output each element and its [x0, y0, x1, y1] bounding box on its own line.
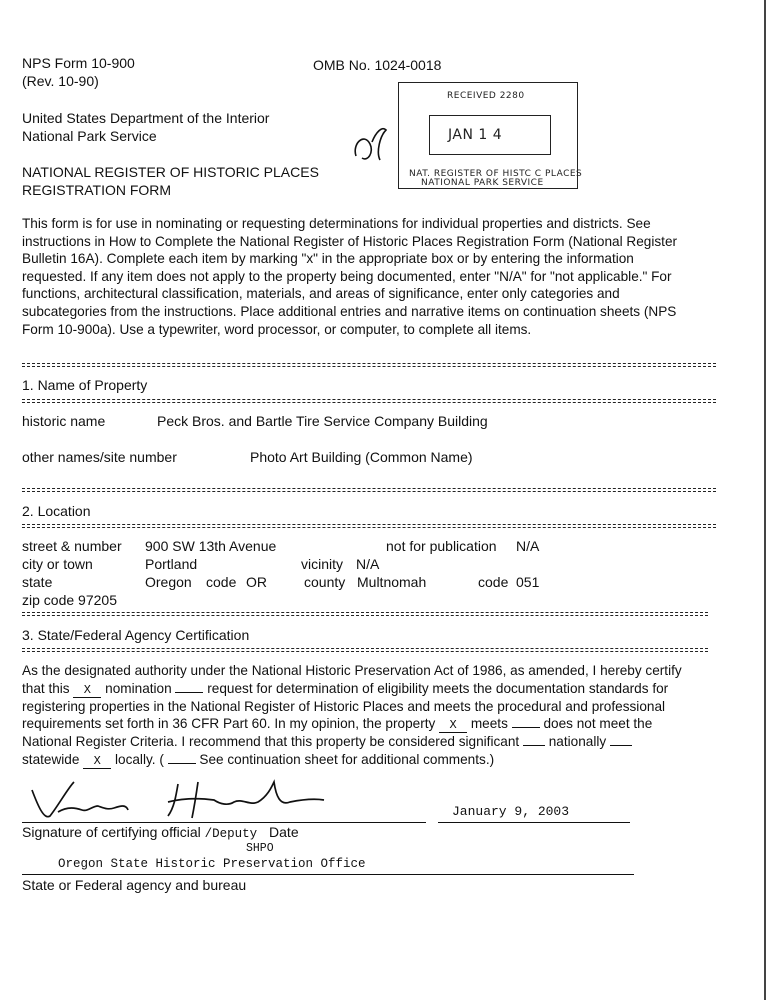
certification-paragraph	[22, 662, 742, 769]
zip-label: zip code	[22, 592, 75, 608]
instructions-line: subcategories from the instructions. Place additional entries and narrative items on continuation sheets (NPS	[22, 303, 677, 319]
instructions-paragraph	[22, 215, 742, 338]
county-code-label: code	[478, 574, 509, 590]
county-value: Multnomah	[357, 574, 427, 590]
omb-number: OMB No. 1024-0018	[313, 57, 442, 73]
nomination-checkbox[interactable]: X	[73, 684, 101, 698]
vicinity-value: N/A	[356, 556, 380, 572]
section-rule	[22, 524, 716, 528]
cert-text: that this	[22, 680, 70, 696]
section-rule	[22, 488, 716, 492]
cert-text: requirements set forth in 36 CFR Part 60. In my opinion, the property	[22, 716, 436, 732]
not-for-publication-value: N/A	[516, 538, 540, 554]
handwritten-initials	[350, 122, 392, 166]
cert-text: nationally	[548, 734, 607, 750]
county-label: county	[304, 574, 346, 590]
agency-label: State or Federal agency and bureau	[22, 877, 247, 893]
city-label: city or town	[22, 556, 93, 572]
form-number: NPS Form 10-900	[22, 55, 135, 71]
other-names-label: other names/site number	[22, 449, 177, 465]
stamp-received: RECEIVED 2280	[447, 91, 525, 101]
cert-line: registering properties in the National Register of Historic Places and meets the procedural and professional	[22, 698, 666, 714]
signature-label-line	[22, 824, 299, 841]
stamp-registry-line1: NAT. REGISTER OF HISTC C PLACES	[409, 169, 583, 179]
date-line	[438, 822, 630, 823]
state-value: Oregon	[145, 574, 192, 590]
cert-line	[22, 733, 742, 751]
cert-text: request for determination of eligibility meets the documentation standards for	[207, 680, 669, 696]
meets-checkbox[interactable]: X	[439, 719, 467, 733]
state-code-value: OR	[246, 574, 267, 590]
city-value: Portland	[145, 556, 198, 572]
cert-line: As the designated authority under the National Historic Preservation Act of 1986, as amended, I hereby certify	[22, 663, 682, 678]
instructions-line: Bulletin 16A). Complete each item by marking "x" in the appropriate box or by entering the information	[22, 251, 634, 267]
department: United States Department of the Interior	[22, 110, 270, 126]
vicinity-label: vicinity	[301, 556, 344, 572]
date-label: Date	[269, 824, 299, 840]
form-revision: (Rev. 10-90)	[22, 73, 99, 89]
cert-line	[22, 715, 742, 733]
section1-heading: 1. Name of Property	[22, 377, 148, 393]
cert-text: does not meet the	[543, 716, 653, 732]
form-title-line1: NATIONAL REGISTER OF HISTORIC PLACES	[22, 164, 319, 180]
county-code-value: 051	[516, 574, 540, 590]
not-for-publication-label: not for publication	[386, 538, 497, 554]
shpo-text: SHPO	[246, 842, 274, 855]
section-rule	[22, 612, 708, 616]
request-checkbox[interactable]	[175, 692, 203, 693]
nationally-checkbox[interactable]	[523, 745, 545, 746]
section2-heading: 2. Location	[22, 503, 91, 519]
agency-line	[22, 874, 634, 875]
stamp-registry-line2: NATIONAL PARK SERVICE	[421, 178, 544, 188]
cert-text: See continuation sheet for additional comments.)	[199, 751, 495, 767]
stamp-date: JAN 1 4	[448, 127, 503, 143]
section-rule	[22, 399, 716, 403]
street-label: street & number	[22, 538, 122, 554]
zip-line	[22, 592, 117, 608]
cert-text: nomination	[105, 680, 172, 696]
instructions-line: This form is for use in nominating or requesting determinations for individual properties and districts. See	[22, 216, 651, 231]
section-rule	[22, 363, 716, 367]
state-code-label: code	[206, 574, 237, 590]
cert-text: locally. (	[115, 751, 164, 767]
cert-text: National Register Criteria. I recommend that this property be considered significant	[22, 734, 520, 750]
other-names-value: Photo Art Building (Common Name)	[250, 449, 473, 465]
cert-line	[22, 680, 742, 698]
service: National Park Service	[22, 128, 157, 144]
form-title-line2: REGISTRATION FORM	[22, 182, 172, 198]
does-not-meet-checkbox[interactable]	[512, 727, 540, 728]
instructions-line: requested. If any item does not apply to the property being documented, enter "N/A" for "not applicable." For	[22, 268, 672, 284]
zip-value: 97205	[78, 592, 117, 608]
state-label: state	[22, 574, 53, 590]
statewide-checkbox[interactable]	[610, 745, 632, 746]
handwritten-signature	[28, 776, 328, 824]
agency-name: Oregon State Historic Preservation Office	[58, 857, 366, 871]
cert-text: meets	[470, 716, 508, 732]
received-stamp	[398, 82, 583, 189]
street-value: 900 SW 13th Avenue	[145, 538, 277, 554]
stamp-date-box	[429, 115, 551, 155]
signature-title: /Deputy	[204, 827, 258, 841]
cert-text: statewide	[22, 751, 80, 767]
signature-label: Signature of certifying official	[22, 824, 201, 840]
instructions-line: Form 10-900a). Use a typewriter, word processor, or computer, to complete all items.	[22, 321, 532, 337]
signature-line	[22, 822, 426, 823]
page-edge	[764, 0, 766, 1000]
instructions-line: instructions in How to Complete the National Register of Historic Places Registration Form (National Register	[22, 233, 678, 249]
signature-date: January 9, 2003	[452, 804, 570, 819]
locally-checkbox[interactable]: X	[83, 755, 111, 769]
continuation-checkbox[interactable]	[168, 763, 196, 764]
historic-name-label: historic name	[22, 413, 106, 429]
historic-name-value: Peck Bros. and Bartle Tire Service Company Building	[157, 413, 488, 429]
section-rule	[22, 648, 708, 652]
section3-heading: 3. State/Federal Agency Certification	[22, 627, 250, 643]
cert-line	[22, 751, 742, 769]
instructions-line: functions, architectural classification, materials, and areas of significance, enter only categories and	[22, 286, 620, 302]
